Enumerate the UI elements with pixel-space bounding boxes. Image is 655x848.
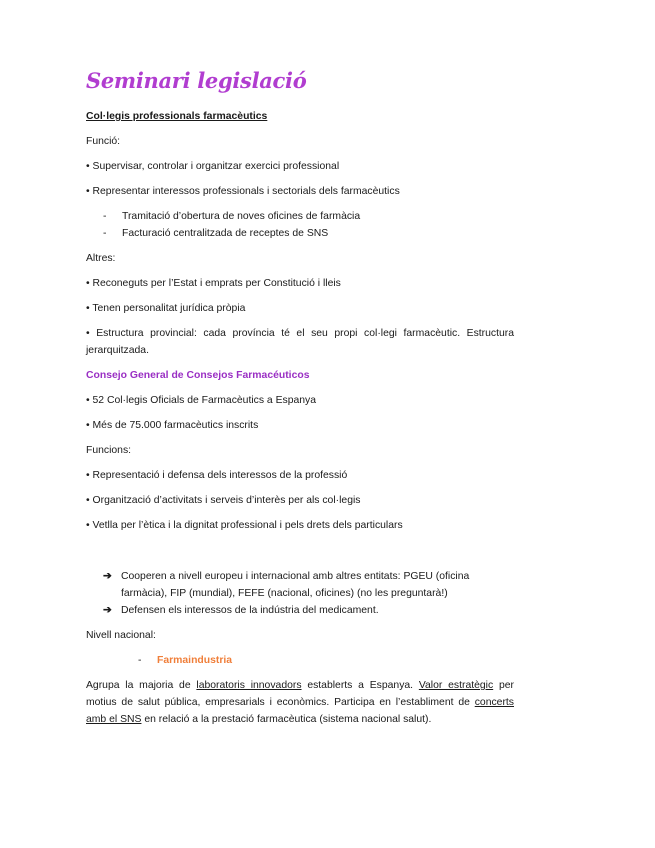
page-title: Seminari legislació — [86, 68, 307, 93]
farmaindustria-item — [86, 652, 514, 669]
bullet-item: • Estructura provincial: cada província té el seu propi col·legi farmacèutic. Estructura jerarquitzada. — [86, 328, 514, 356]
para-text: en relació a la prestació farmacèutica (sistema nacional salut). — [141, 714, 432, 725]
arrow-item — [86, 602, 514, 619]
para-underline: concerts amb el SNS — [86, 697, 514, 725]
para-text: per motius de salut pública, empresarials i econòmics. Participa en l’establiment de — [86, 680, 514, 708]
dash-item-text: Tramitació d’obertura de noves oficines de farmàcia — [122, 211, 361, 222]
dash-marker: - — [103, 228, 107, 239]
bullet-item: • 52 Col·legis Oficials de Farmacèutics a Espanya — [86, 395, 317, 406]
funcions-label: Funcions: — [86, 445, 132, 456]
bullet-item: • Representació i defensa dels interessos de la professió — [86, 470, 348, 481]
bullet-item: • Reconeguts per l’Estat i emprats per Constitució i lleis — [86, 278, 341, 289]
farmaindustria-paragraph — [86, 677, 514, 728]
bullet-item: • Més de 75.000 farmacèutics inscrits — [86, 420, 259, 431]
bullet-item: • Supervisar, controlar i organitzar exercici professional — [86, 161, 340, 172]
altres-label: Altres: — [86, 253, 116, 264]
bullet-item: • Vetlla per l’ètica i la dignitat professional i pels drets dels particulars — [86, 520, 403, 531]
bullet-item: • Organització d’activitats i serveis d’interès per als col·legis — [86, 495, 361, 506]
arrow-item-text: Defensen els interessos de la indústria del medicament. — [121, 605, 379, 616]
dash-marker: - — [103, 211, 107, 222]
para-underline: laboratoris innovadors — [196, 680, 302, 691]
nivell-nacional-label: Nivell nacional: — [86, 630, 156, 641]
dash-item — [86, 208, 514, 225]
arrow-icon: ➔ — [103, 605, 112, 616]
arrow-icon: ➔ — [103, 571, 112, 582]
section-heading-consejo: Consejo General de Consejos Farmacéuticos — [86, 370, 310, 381]
funcio-label: Funció: — [86, 136, 121, 147]
document-page — [86, 68, 514, 728]
arrow-item-text: Cooperen a nivell europeu i internacional amb altres entitats: PGEU (oficina farmàcia), FIP (mundial), FEFE (nacional, oficines) (no les preguntarà!) — [121, 571, 470, 599]
para-text: Agrupa la majoria de — [86, 680, 197, 691]
bullet-item: • Representar interessos professionals i sectorials dels farmacèutics — [86, 186, 400, 197]
farmaindustria-label: Farmaindustria — [157, 655, 233, 666]
dash-item — [86, 225, 514, 242]
para-text: establerts a Espanya. — [301, 680, 419, 691]
dash-marker: - — [138, 655, 142, 666]
dash-item-text: Facturació centralitzada de receptes de SNS — [122, 228, 329, 239]
bullet-item: • Tenen personalitat jurídica pròpia — [86, 303, 246, 314]
section-heading-collegis: Col·legis professionals farmacèutics — [86, 111, 268, 122]
arrow-item — [86, 568, 514, 602]
para-underline: Valor estratègic — [418, 680, 494, 691]
